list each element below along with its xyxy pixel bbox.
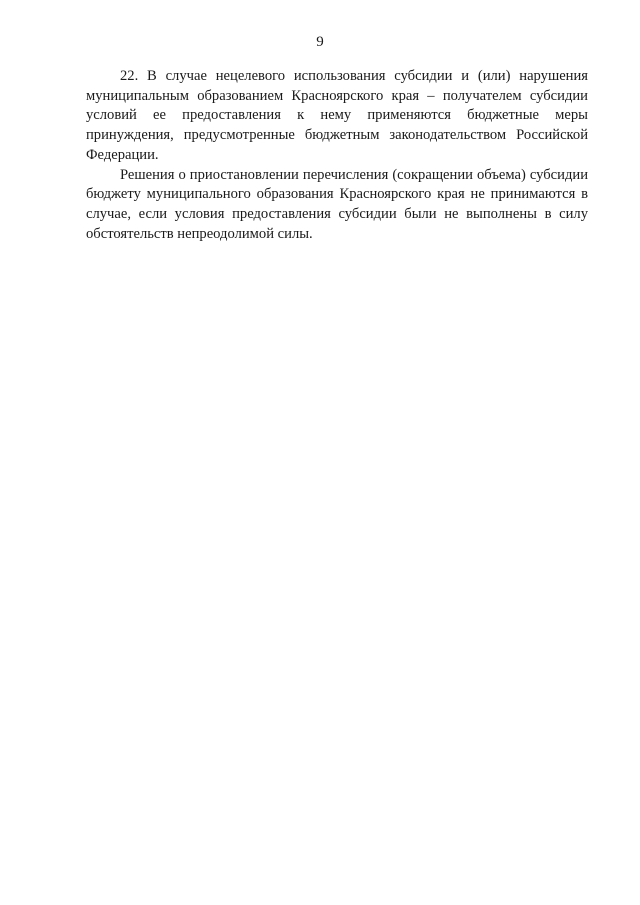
paragraph-suspension-decisions: Решения о приостановлении перечисления (сокращении объема) субсидии бюджету муниципального образования Красноярского края не принимаются в случае, если условия предоставления субсидии были не выполнены в силу обстоятельств непреодолимой силы. bbox=[86, 166, 588, 242]
paragraph-22: 22. В случае нецелевого использования субсидии и (или) нарушения муниципальным образованием Красноярского края – получателем субсидии условий ее предоставления к нему применяются бюджетные меры принуждения, предусмотренные бюджетным законодательством Российской Федерации. bbox=[86, 68, 588, 163]
page-number: 9 bbox=[316, 34, 324, 50]
document-body bbox=[86, 67, 588, 244]
